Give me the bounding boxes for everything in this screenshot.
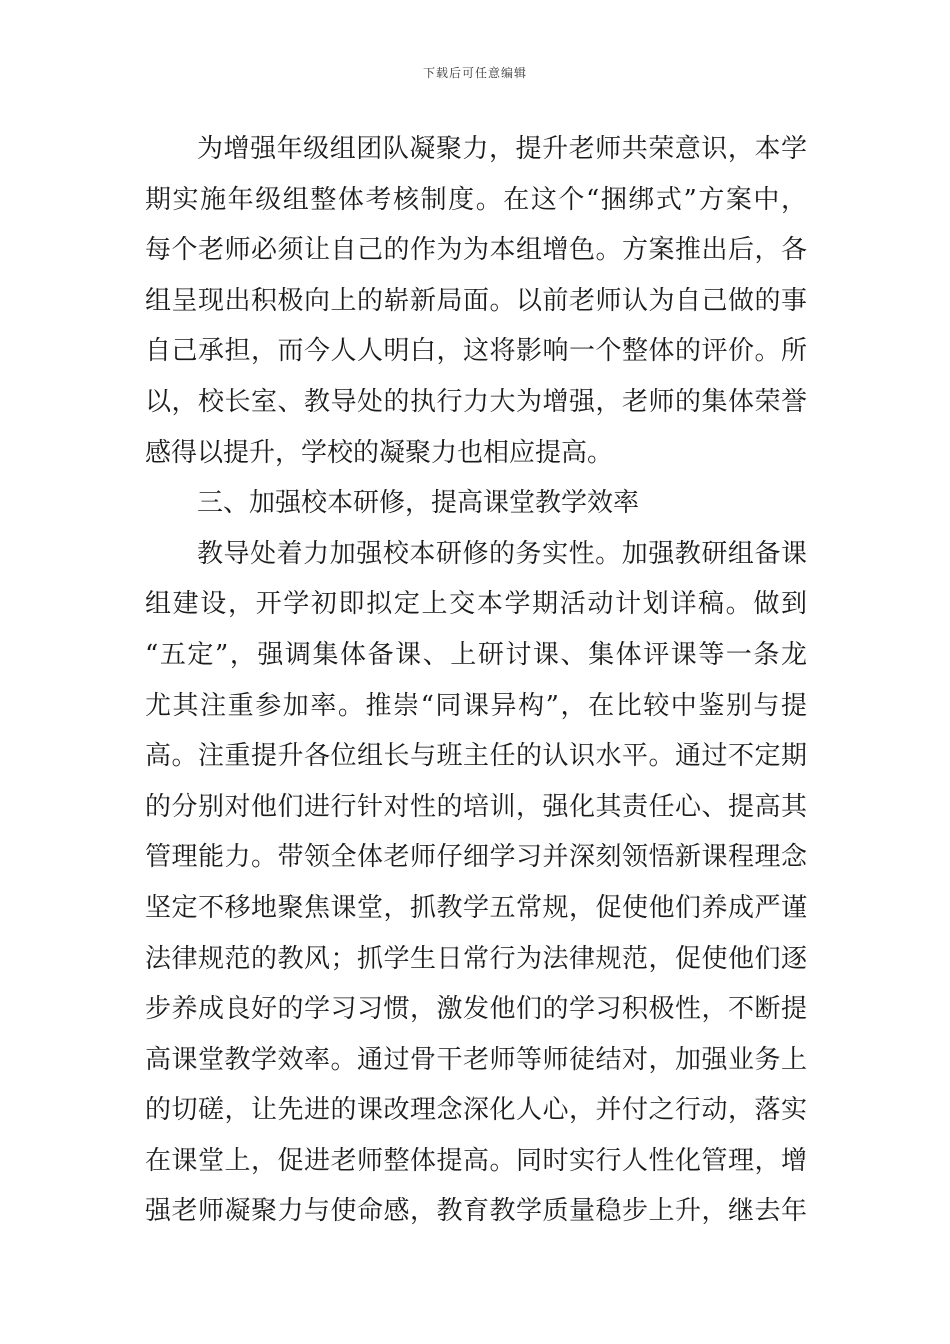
text-line: 感得以提升，学校的凝聚力也相应提高。 — [145, 437, 614, 468]
text-line: 步养成良好的学习习惯，激发他们的学习积极性，不断提 — [145, 994, 807, 1025]
text-line: 教导处着力加强校本研修的务实性。加强教研组备课 — [197, 538, 807, 569]
text-line: 每个老师必须让自己的作为为本组增色。方案推出后，各 — [145, 235, 807, 266]
text-line: 为增强年级组团队凝聚力，提升老师共荣意识，本学 — [197, 134, 807, 164]
text-line: 管理能力。带领全体老师仔细学习并深刻领悟新课程理念 — [145, 842, 807, 873]
paragraph-team-cohesion — [145, 124, 807, 478]
text-line: 组建设，开学初即拟定上交本学期活动计划详稿。做到 — [145, 589, 807, 620]
text-line: 高课堂教学效率。通过骨干老师等师徒结对，加强业务上 — [145, 1044, 807, 1075]
text-line: 的切磋，让先进的课改理念深化人心，并付之行动，落实 — [145, 1095, 807, 1126]
document-body — [145, 124, 807, 1237]
text-line: 以，校长室、教导处的执行力大为增强，老师的集体荣誉 — [145, 386, 807, 417]
text-line: 法律规范的教风；抓学生日常行为法律规范，促使他们逐 — [145, 943, 807, 974]
text-line: 在课堂上，促进老师整体提高。同时实行人性化管理，增 — [145, 1145, 807, 1176]
text-line: 自己承担，而今人人明白，这将影响一个整体的评价。所 — [145, 336, 807, 367]
paragraph-school-research — [145, 529, 807, 1237]
text-line: 的分别对他们进行针对性的培训，强化其责任心、提高其 — [145, 791, 807, 822]
text-line: 高。注重提升各位组长与班主任的认识水平。通过不定期 — [145, 741, 807, 772]
page-header: 下载后可任意编辑 — [422, 66, 527, 80]
text-line: 坚定不移地聚焦课堂，抓教学五常规，促使他们养成严谨 — [145, 892, 807, 923]
text-line: 尤其注重参加率。推崇“同课异构”，在比较中鉴别与提 — [145, 690, 807, 721]
section-heading — [145, 478, 807, 529]
section-heading-text: 三、加强校本研修，提高课堂教学效率 — [197, 488, 640, 519]
text-line: 组呈现出积极向上的崭新局面。以前老师认为自己做的事 — [145, 285, 807, 316]
text-line: “五定”，强调集体备课、上研讨课、集体评课等一条龙 — [145, 639, 807, 670]
text-line: 期实施年级组整体考核制度。在这个“捆绑式”方案中， — [145, 184, 807, 215]
text-line: 强老师凝聚力与使命感，教育教学质量稳步上升，继去年 — [145, 1196, 807, 1227]
